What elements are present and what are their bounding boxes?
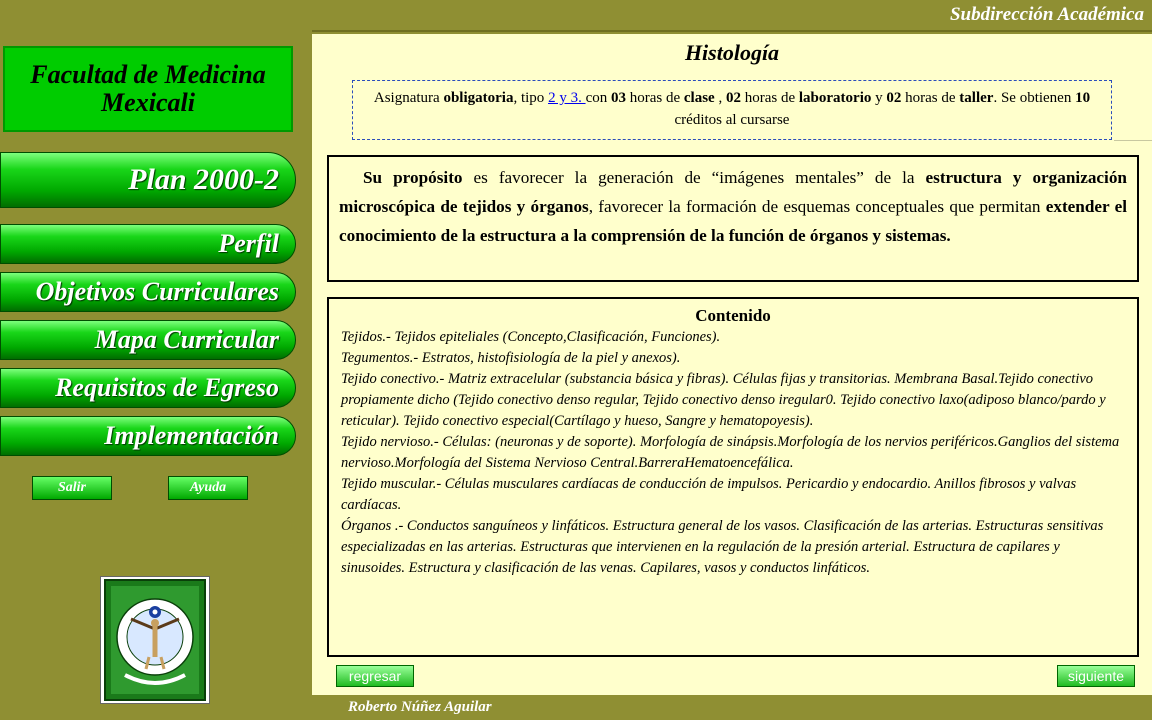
ayuda-button[interactable]: [168, 476, 248, 500]
nav-requisitos-button[interactable]: [0, 368, 296, 408]
seal-icon: [101, 577, 209, 703]
contenido-box: [327, 297, 1139, 657]
contenido-item: Tegumentos.- Estratos, histofisiología de la piel y anexos).: [341, 350, 681, 366]
desc-text: , tipo: [513, 90, 549, 106]
nav-plan-button[interactable]: [0, 152, 296, 208]
contenido-heading: Contenido: [695, 306, 771, 325]
contenido-item: Tejido nervioso.- Células: (neuronas y de soporte). Morfología de sinápsis.Morfología de los nervios periféricos.Ganglios del sistema nervioso.Morfología del Sistema Nervioso Central.BarreraHematoencefálica.: [341, 434, 1120, 471]
desc-text: horas de: [625, 90, 684, 106]
salir-button[interactable]: [32, 476, 112, 500]
purpose-bold: extender el conocimiento de la estructura a la comprensión de la función de órganos y sistemas.: [339, 197, 1127, 245]
page-title: Histología: [684, 40, 780, 65]
purpose-bold: Su propósito: [363, 168, 463, 187]
salir-label: Salir: [57, 480, 86, 495]
nav-perfil-label: Perfil: [218, 229, 279, 258]
author-name: Roberto Núñez Aguilar: [348, 699, 492, 715]
regresar-button[interactable]: regresar: [336, 665, 414, 687]
nav-implementacion-button[interactable]: [0, 416, 296, 456]
facultad-title: [3, 46, 293, 132]
desc-bold: 10: [1075, 90, 1091, 106]
contenido-item: Órganos .- Conductos sanguíneos y linfáticos. Estructura general de los vasos. Clasificación de las arterias. Estructuras sensitivas especializadas en las arterias. Estructuras que intervienen en la regulación de la presión arterial. Estructura de capilares y sinusoides. Estructura y clasificación de las venas. Capilares, vasos y conductos linfáticos.: [341, 518, 1104, 576]
nav-perfil-button[interactable]: [0, 224, 296, 264]
nav-plan-label: Plan 2000-2: [128, 163, 279, 196]
desc-bold: taller: [959, 90, 994, 106]
siguiente-button[interactable]: siguiente: [1057, 665, 1135, 687]
top-bar: [312, 0, 1152, 32]
nav-implementacion-label: Implementación: [104, 421, 279, 450]
desc-text: ,: [714, 90, 726, 106]
university-seal-logo: [100, 576, 210, 704]
purpose-text: es favorecer la generación de “imágenes mentales” de la: [462, 168, 926, 187]
contenido-item: Tejidos.- Tejidos epiteliales (Concepto,Clasificación, Funciones).: [341, 329, 721, 345]
tipo-link[interactable]: 2 y 3.: [548, 90, 586, 106]
purpose-bold: estructura y organización microscópica de tejidos y órganos: [339, 168, 1127, 216]
header-subdireccion: Subdirección Académica: [949, 4, 1144, 25]
nav-mapa-button[interactable]: [0, 320, 296, 360]
desc-bold: clase: [683, 90, 715, 106]
desc-bold: 02: [725, 90, 741, 106]
nav-objetivos-label: Objetivos Curriculares: [35, 277, 279, 306]
nav-mapa-label: Mapa Curricular: [94, 325, 279, 354]
desc-text: Asignatura: [373, 90, 444, 106]
desc-bold: obligatoria: [443, 90, 514, 106]
ayuda-label: Ayuda: [189, 480, 227, 495]
nav-objetivos-button[interactable]: [0, 272, 296, 312]
desc-text: horas de: [740, 90, 799, 106]
purpose-paragraph: [327, 155, 1139, 282]
subject-description: [352, 80, 1112, 140]
divider: [1114, 140, 1152, 141]
desc-text: y: [871, 90, 887, 106]
contenido-item: Tejido conectivo.- Matriz extracelular (substancia básica y fibras). Células fijas y transitorias. Membrana Basal.Tejido conectivo propiamente dicho (Tejido conectivo denso regular, Tejido conectivo denso iregular0. Tejido conectivo laxo(adiposo blanco/pardo y reticular). Tejido conectivo especial(Cartílago y hueso, Sangre y hematopoyesis).: [341, 371, 1106, 429]
facultad-line1: Facultad de Medicina: [30, 60, 266, 89]
desc-text: horas de: [901, 90, 960, 106]
purpose-text: , favorecer la formación de esquemas conceptuales que permitan: [588, 197, 1046, 216]
desc-bold: 03: [610, 90, 626, 106]
contenido-item: Tejido muscular.- Células musculares cardíacas de conducción de impulsos. Pericardio y endocardio. Anillos fibrosos y valvas cardíacas.: [341, 476, 1077, 513]
desc-bold: laboratorio: [798, 90, 872, 106]
top-bar-left: [0, 0, 312, 32]
desc-text: créditos al cursarse: [674, 112, 790, 128]
desc-text: con: [585, 90, 611, 106]
facultad-line2: Mexicali: [101, 88, 195, 117]
desc-bold: 02: [886, 90, 902, 106]
desc-text: . Se obtienen: [993, 90, 1076, 106]
nav-requisitos-label: Requisitos de Egreso: [55, 373, 279, 402]
